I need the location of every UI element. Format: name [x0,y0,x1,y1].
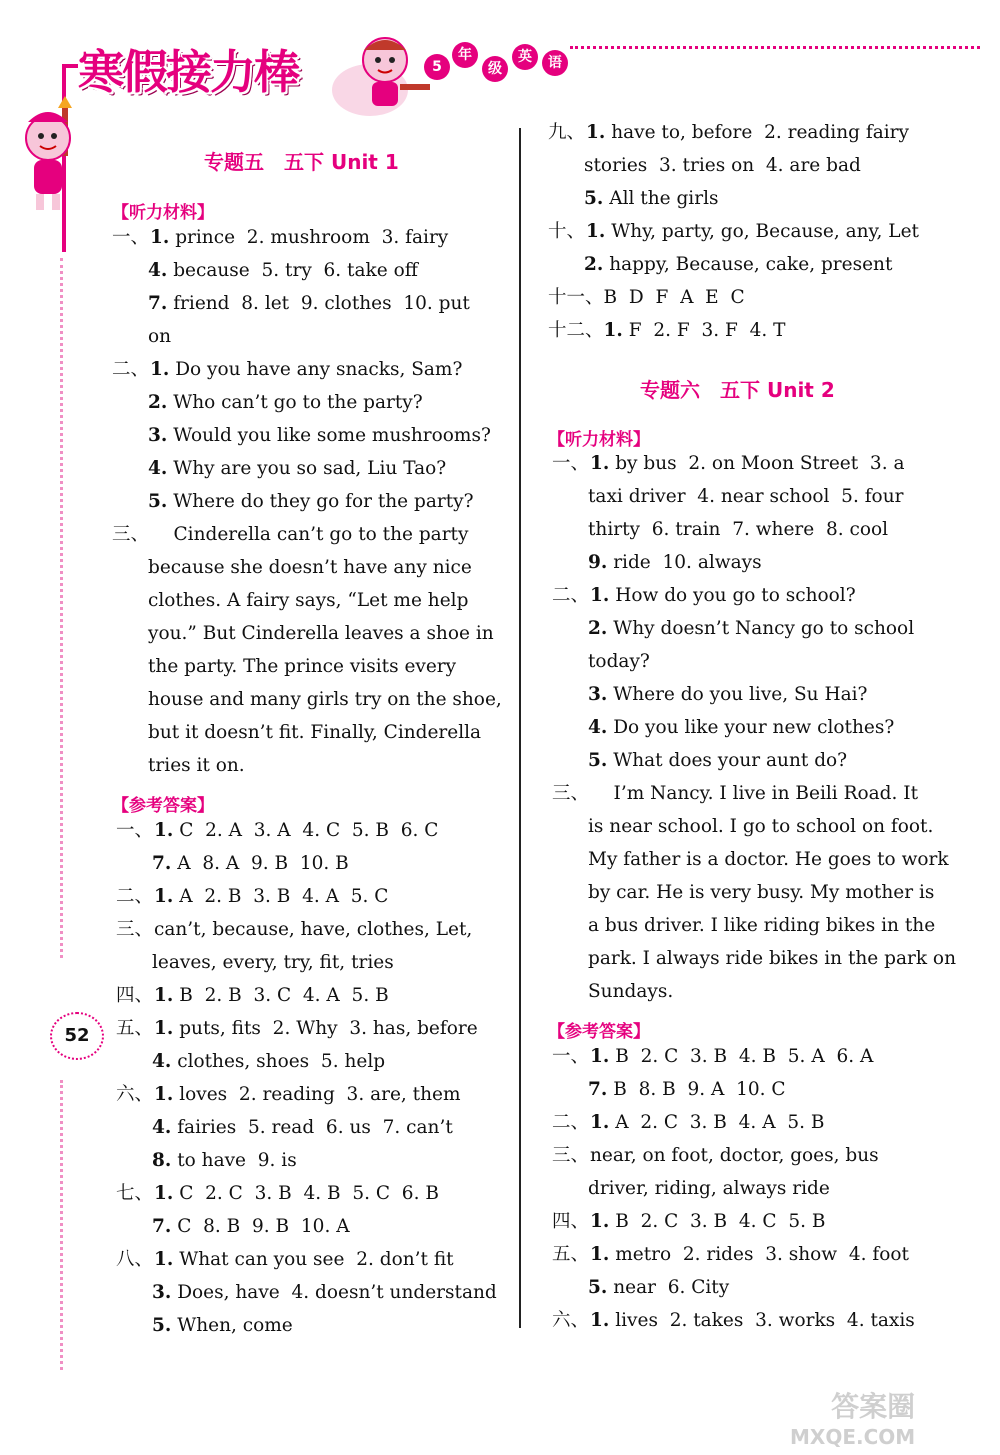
item-text: F 2. F 3. F 4. T [622,320,786,341]
text-line [588,480,903,513]
item-marker: 十、 [548,221,586,242]
text-line [116,1177,439,1210]
text-line [152,1045,385,1078]
text-line [548,281,745,314]
text-line [152,1276,497,1309]
item-text: happy, Because, cake, present [603,254,893,275]
item-text: thirty 6. train 7. where 8. cool [588,519,889,540]
item-marker: 八、 [116,1249,154,1270]
text-line [588,744,847,777]
item-marker: 一、 [112,227,150,248]
item-text: fairies 5. read 6. us 7. can’t [171,1117,453,1138]
item-text: driver, riding, always ride [588,1178,830,1199]
text-line [116,979,389,1012]
grade-badge: 级 [482,56,508,82]
item-text: metro 2. rides 3. show 4. foot [609,1244,909,1265]
item-number: 3. [588,684,608,705]
item-number: 7. [148,293,168,314]
answers-tag: 【参考答案】 [112,796,214,816]
item-number: 3. [148,425,168,446]
item-marker: 十一、 [548,287,604,308]
item-marker: 三、 [552,1145,590,1166]
item-text: today? [588,651,650,672]
section-title-unit2: 专题六 五下 Unit 2 [640,378,835,402]
text-line [588,1271,729,1304]
item-number: 1. [603,320,623,341]
runner-mascot-icon [330,30,440,120]
item-number: 4. [152,1117,172,1138]
text-line [112,353,462,386]
text-line [548,215,919,248]
item-text: What can you see 2. don’t fit [173,1249,454,1270]
item-number: 7. [152,853,172,874]
item-text: B D F A E C [603,287,745,308]
item-number: 1. [590,585,610,606]
text-line [112,518,468,551]
text-line [148,452,446,485]
item-number: 5. [584,188,604,209]
item-text: near 6. City [607,1277,730,1298]
item-marker: 二、 [112,359,150,380]
item-number: 4. [148,260,168,281]
text-line [552,1304,915,1337]
item-text: Why are you so sad, Liu Tao? [167,458,447,479]
item-marker: 四、 [116,985,154,1006]
item-text: near, on foot, doctor, goes, bus [590,1145,879,1166]
item-number: 1. [590,1211,610,1232]
item-text: to have 9. is [171,1150,297,1171]
item-marker: 三、 [552,783,590,804]
listening-tag: 【听力材料】 [548,430,650,450]
item-text: Do you have any snacks, Sam? [169,359,463,380]
item-text: house and many girls try on the shoe, [148,689,502,710]
item-marker: 一、 [552,1046,590,1067]
text-line [116,1243,454,1276]
text-line [584,149,861,182]
text-line [588,546,762,579]
item-text: on [148,326,172,347]
item-number: 2. [584,254,604,275]
item-number: 4. [152,1051,172,1072]
item-number: 1. [586,122,606,143]
item-number: 1. [154,1249,174,1270]
item-marker: 三、 [116,919,154,940]
item-number: 1. [150,227,170,248]
item-text: Who can’t go to the party? [167,392,423,413]
text-line [148,716,481,749]
text-line [152,1111,453,1144]
text-line [588,645,650,678]
item-number: 1. [154,1084,174,1105]
answers-tag: 【参考答案】 [548,1022,650,1042]
item-marker: 七、 [116,1183,154,1204]
item-text: Does, have 4. doesn’t understand [171,1282,497,1303]
text-line [152,1309,293,1342]
item-number: 1. [590,1244,610,1265]
text-line [116,1078,461,1111]
margin-dots [60,1080,63,1370]
item-number: 5. [152,1315,172,1336]
item-marker: 三、 [112,524,150,545]
item-number: 5. [588,1277,608,1298]
item-marker: 二、 [116,886,154,907]
item-number: 2. [588,618,608,639]
text-line [548,314,785,347]
text-line [588,843,949,876]
watermark [790,1392,915,1452]
item-text: C 2. A 3. A 4. C 5. B 6. C [173,820,439,841]
watermark-line: MXQE.COM [790,1425,916,1449]
item-number: 1. [154,886,174,907]
item-text: tries it on. [148,755,245,776]
item-marker: 十二、 [548,320,604,341]
item-text: a bus driver. I like riding bikes in the [588,915,936,936]
text-line [152,847,349,880]
listening-tag: 【听力材料】 [112,203,214,223]
item-text: leaves, every, try, fit, tries [152,952,394,973]
text-line [548,116,909,149]
text-line [148,485,474,518]
text-line [148,320,171,353]
item-text: C 2. C 3. B 4. B 5. C 6. B [173,1183,439,1204]
item-number: 1. [154,1183,174,1204]
item-text: How do you go to school? [609,585,856,606]
item-text: I’m Nancy. I live in Beili Road. It [590,783,919,804]
item-text: C 8. B 9. B 10. A [171,1216,350,1237]
text-line [588,678,867,711]
item-text: Where do they go for the party? [167,491,474,512]
item-number: 3. [152,1282,172,1303]
item-text: because she doesn’t have any nice [148,557,472,578]
item-number: 4. [588,717,608,738]
item-text: you.” But Cinderella leaves a shoe in [148,623,494,644]
item-number: 1. [154,820,174,841]
item-number: 7. [588,1079,608,1100]
item-text: Do you like your new clothes? [607,717,895,738]
text-line [148,254,418,287]
item-text: Sundays. [588,981,674,1002]
text-line [116,1012,478,1045]
item-text: park. I always ride bikes in the park on [588,948,956,969]
grade-badge: 英 [512,44,538,70]
text-line [588,1073,786,1106]
text-line [588,876,934,909]
item-text: Why doesn’t Nancy go to school [607,618,915,639]
item-text: loves 2. reading 3. are, them [173,1084,461,1105]
grade-badge: 年 [452,42,478,68]
header-title: 寒假接力棒 [78,45,298,99]
item-text: B 8. B 9. A 10. C [607,1079,786,1100]
watermark-line: 答案圈 [831,1390,916,1423]
text-line [584,182,718,215]
text-line [112,221,448,254]
text-line [588,1172,830,1205]
text-line [148,419,491,452]
text-line [148,617,494,650]
text-line [552,1205,825,1238]
page-number: 52 [50,1012,104,1060]
item-number: 1. [586,221,606,242]
item-number: 4. [148,458,168,479]
item-marker: 五、 [552,1244,590,1265]
item-number: 1. [590,1112,610,1133]
item-text: What does your aunt do? [607,750,848,771]
item-number: 2. [148,392,168,413]
item-text: Cinderella can’t go to the party [150,524,469,545]
margin-dots [60,258,63,958]
item-number: 1. [590,1310,610,1331]
text-line [116,880,388,913]
item-text: because 5. try 6. take off [167,260,418,281]
text-line [152,1144,297,1177]
item-text: taxi driver 4. near school 5. four [588,486,904,507]
item-text: lives 2. takes 3. works 4. taxis [609,1310,915,1331]
item-number: 1. [590,453,610,474]
text-line [148,584,468,617]
item-text: Where do you live, Su Hai? [607,684,868,705]
item-number: 1. [590,1046,610,1067]
item-text: puts, fits 2. Why 3. has, before [173,1018,478,1039]
item-number: 5. [588,750,608,771]
text-line [116,913,472,946]
item-marker: 四、 [552,1211,590,1232]
item-text: B 2. B 3. C 4. A 5. B [173,985,389,1006]
grade-badge: 语 [542,50,568,76]
item-number: 9. [588,552,608,573]
item-text: When, come [171,1315,293,1336]
item-number: 1. [150,359,170,380]
item-text: stories 3. tries on 4. are bad [584,155,861,176]
item-text: Why, party, go, Because, any, Let [605,221,919,242]
text-line [552,1040,873,1073]
item-marker: 一、 [552,453,590,474]
text-line [588,513,888,546]
grade-badge: 5 [424,54,450,80]
item-text: is near school. I go to school on foot. [588,816,934,837]
text-line [552,579,856,612]
item-text: A 2. C 3. B 4. A 5. B [609,1112,825,1133]
item-text: by car. He is very busy. My mother is [588,882,935,903]
item-text: clothes, shoes 5. help [171,1051,386,1072]
text-line [552,447,904,480]
text-line [148,287,470,320]
text-line [148,386,423,419]
text-line [552,777,918,810]
item-marker: 九、 [548,122,586,143]
item-text: friend 8. let 9. clothes 10. put [167,293,470,314]
item-number: 1. [154,1018,174,1039]
torch-mascot-icon [18,96,78,216]
item-text: ride 10. always [607,552,762,573]
text-line [552,1238,909,1271]
text-line [148,650,456,683]
item-text: prince 2. mushroom 3. fairy [169,227,449,248]
text-line [588,810,933,843]
text-line [588,909,935,942]
text-line [152,1210,350,1243]
column-divider [519,128,521,1328]
item-text: B 2. C 3. B 4. B 5. A 6. A [609,1046,874,1067]
item-number: 7. [152,1216,172,1237]
item-marker: 六、 [552,1310,590,1331]
item-text: My father is a doctor. He goes to work [588,849,949,870]
item-marker: 二、 [552,1112,590,1133]
item-marker: 一、 [116,820,154,841]
text-line [588,711,894,744]
text-line [588,612,914,645]
item-number: 5. [148,491,168,512]
item-text: clothes. A fairy says, “Let me help [148,590,469,611]
text-line [116,814,438,847]
item-text: but it doesn’t fit. Finally, Cinderella [148,722,482,743]
header-dots [570,46,980,49]
item-marker: 六、 [116,1084,154,1105]
text-line [552,1106,824,1139]
section-title-unit1: 专题五 五下 Unit 1 [204,150,399,174]
text-line [588,975,673,1008]
text-line [552,1139,879,1172]
item-text: All the girls [603,188,719,209]
text-line [588,942,956,975]
item-text: B 2. C 3. B 4. C 5. B [609,1211,826,1232]
item-text: can’t, because, have, clothes, Let, [154,919,473,940]
text-line [152,946,394,979]
text-line [584,248,892,281]
item-text: have to, before 2. reading fairy [605,122,909,143]
item-marker: 五、 [116,1018,154,1039]
item-marker: 二、 [552,585,590,606]
item-text: Would you like some mushrooms? [167,425,491,446]
item-text: by bus 2. on Moon Street 3. a [609,453,905,474]
text-line [148,749,245,782]
item-text: the party. The prince visits every [148,656,457,677]
item-text: A 8. A 9. B 10. B [171,853,349,874]
item-number: 8. [152,1150,172,1171]
text-line [148,683,502,716]
text-line [148,551,472,584]
item-text: A 2. B 3. B 4. A 5. C [173,886,389,907]
item-number: 1. [154,985,174,1006]
